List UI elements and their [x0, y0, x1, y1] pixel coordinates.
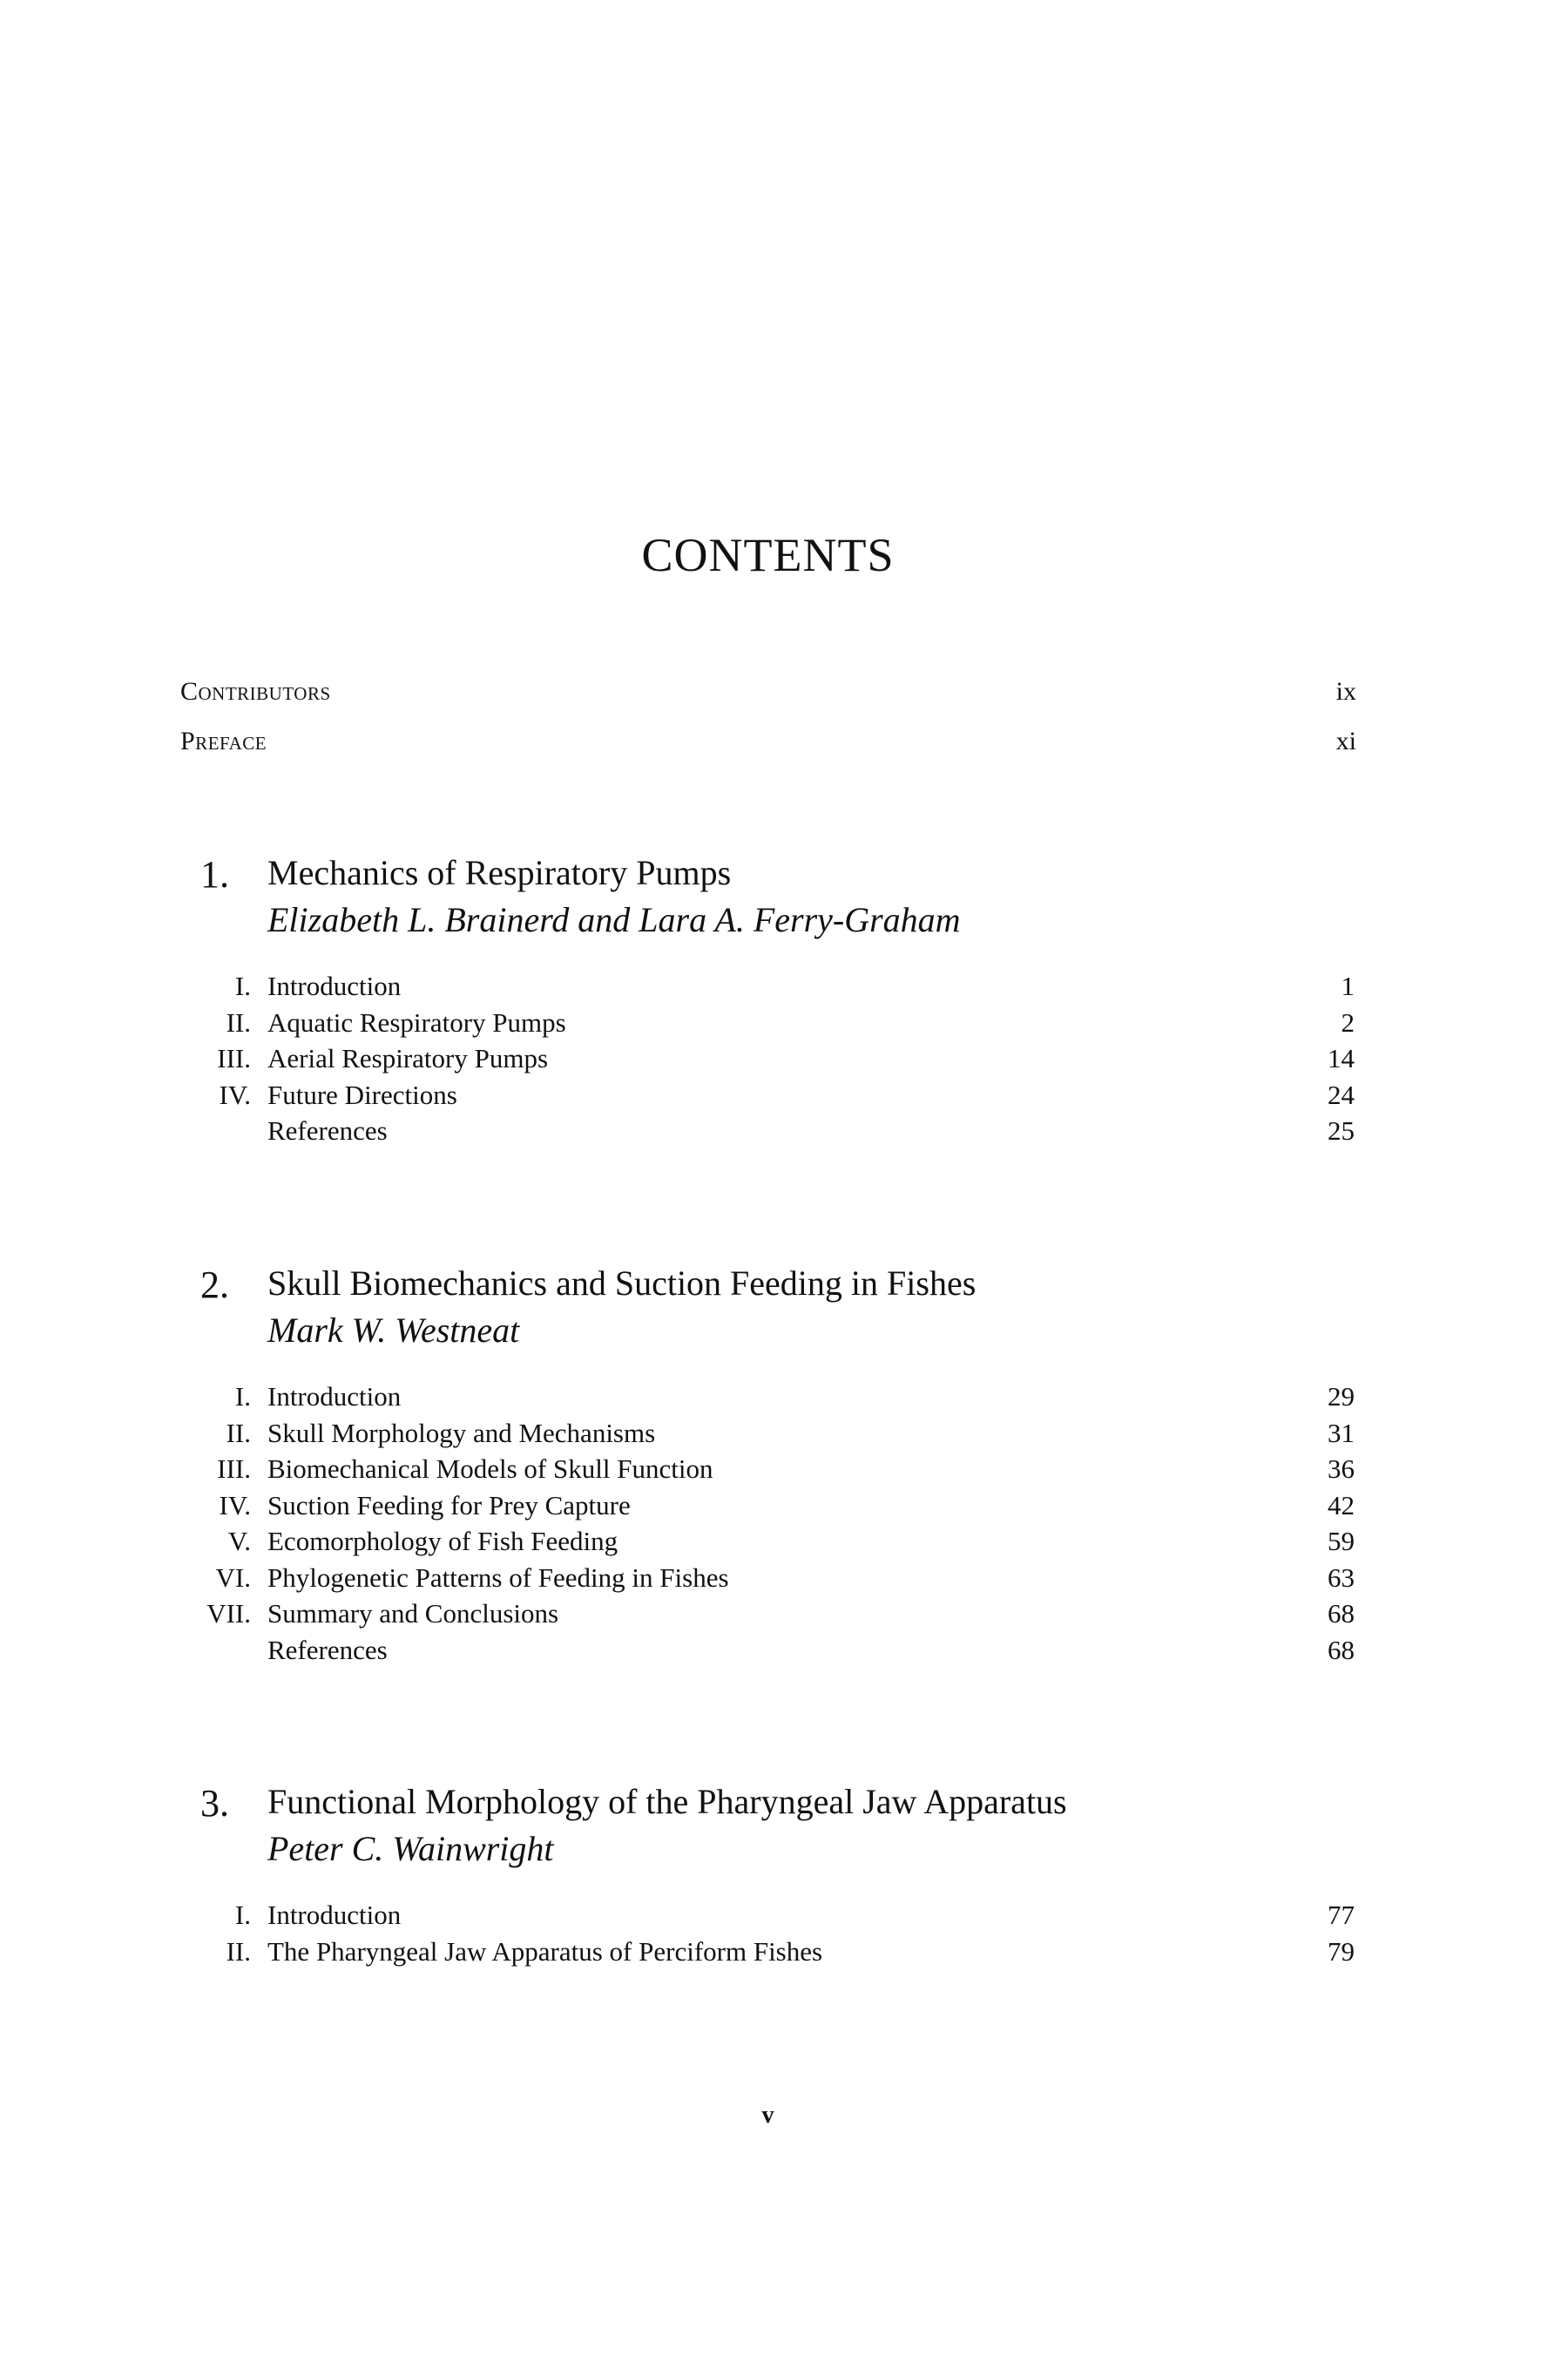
section-page: 29 — [1328, 1381, 1355, 1412]
section-number: III. — [217, 1453, 251, 1484]
section-page: 68 — [1328, 1634, 1355, 1665]
page-title: CONTENTS — [641, 529, 895, 581]
section-row — [0, 1415, 1568, 1452]
section-title: Phylogenetic Patterns of Feeding in Fishes — [267, 1561, 729, 1593]
section-number: VII. — [206, 1598, 251, 1629]
chapter-number: 3. — [200, 1782, 229, 1825]
section-page: 24 — [1328, 1079, 1355, 1110]
section-title: Introduction — [267, 971, 402, 1001]
section-title: Biomechanical Models of Skull Function — [267, 1453, 713, 1484]
section-number: IV. — [219, 1489, 251, 1521]
section-page: 59 — [1328, 1526, 1355, 1556]
section-row — [0, 1523, 1568, 1560]
section-page: 63 — [1328, 1561, 1355, 1593]
section-list — [0, 968, 1568, 1149]
section-row — [0, 968, 1568, 1005]
section-list — [0, 1897, 1568, 1969]
front-matter-contributors — [180, 677, 1356, 721]
section-number: V. — [227, 1526, 251, 1556]
section-number: III. — [217, 1043, 251, 1074]
chapter-number: 1. — [200, 853, 229, 896]
section-list — [0, 1378, 1568, 1668]
section-page: 77 — [1328, 1900, 1355, 1930]
front-matter-page: xi — [1335, 727, 1356, 755]
chapter-number: 2. — [200, 1263, 229, 1306]
section-row — [0, 1378, 1568, 1415]
section-row — [0, 1560, 1568, 1596]
section-number: VI. — [215, 1561, 251, 1593]
chapter-author: Elizabeth L. Brainerd and Lara A. Ferry-Graham — [267, 900, 961, 939]
section-number: I. — [234, 1900, 251, 1930]
section-title: Suction Feeding for Prey Capture — [267, 1489, 631, 1521]
section-page: 68 — [1328, 1598, 1355, 1629]
front-matter-label: Contributors — [180, 677, 331, 706]
section-number: IV. — [219, 1079, 251, 1110]
section-number: I. — [234, 1381, 251, 1412]
section-title: Introduction — [267, 1381, 402, 1412]
chapter-author: Mark W. Westneat — [267, 1311, 520, 1350]
chapter-title: Skull Biomechanics and Suction Feeding in Fishes — [267, 1263, 977, 1303]
section-page: 2 — [1341, 1006, 1355, 1038]
section-title: Aerial Respiratory Pumps — [267, 1043, 549, 1074]
section-row — [0, 1005, 1568, 1041]
section-row — [0, 1040, 1568, 1077]
section-title: References — [267, 1634, 388, 1665]
section-row — [0, 1451, 1568, 1487]
chapter-author: Peter C. Wainwright — [267, 1829, 554, 1868]
section-row — [0, 1934, 1568, 1970]
section-page: 79 — [1328, 1935, 1355, 1967]
section-title: Ecomorphology of Fish Feeding — [267, 1526, 618, 1556]
section-row — [0, 1595, 1568, 1632]
section-title: Introduction — [267, 1900, 402, 1930]
section-page: 31 — [1328, 1417, 1355, 1448]
page-folio: v — [761, 2102, 774, 2129]
section-page: 25 — [1328, 1115, 1355, 1146]
section-number: II. — [226, 1935, 251, 1967]
front-matter-label: Preface — [180, 727, 267, 755]
section-row — [0, 1487, 1568, 1524]
section-title: The Pharyngeal Jaw Apparatus of Perciform Fishes — [267, 1935, 823, 1967]
section-title: Future Directions — [267, 1079, 457, 1110]
section-number: II. — [226, 1006, 251, 1038]
chapter-title: Functional Morphology of the Pharyngeal Jaw Apparatus — [267, 1782, 1067, 1821]
section-title: References — [267, 1115, 388, 1146]
section-number: II. — [226, 1417, 251, 1448]
section-row — [0, 1897, 1568, 1934]
section-row — [0, 1077, 1568, 1114]
section-title: Skull Morphology and Mechanisms — [267, 1417, 656, 1448]
front-matter-preface — [180, 727, 1356, 770]
section-number: I. — [234, 971, 251, 1001]
section-title: Summary and Conclusions — [267, 1598, 559, 1629]
section-page: 14 — [1328, 1043, 1355, 1074]
front-matter-page: ix — [1335, 677, 1356, 706]
section-row — [0, 1113, 1568, 1149]
section-title: Aquatic Respiratory Pumps — [267, 1006, 566, 1038]
section-page: 1 — [1341, 971, 1355, 1001]
chapter-title: Mechanics of Respiratory Pumps — [267, 853, 732, 892]
section-page: 36 — [1328, 1453, 1355, 1484]
section-page: 42 — [1328, 1489, 1355, 1521]
section-row — [0, 1632, 1568, 1669]
